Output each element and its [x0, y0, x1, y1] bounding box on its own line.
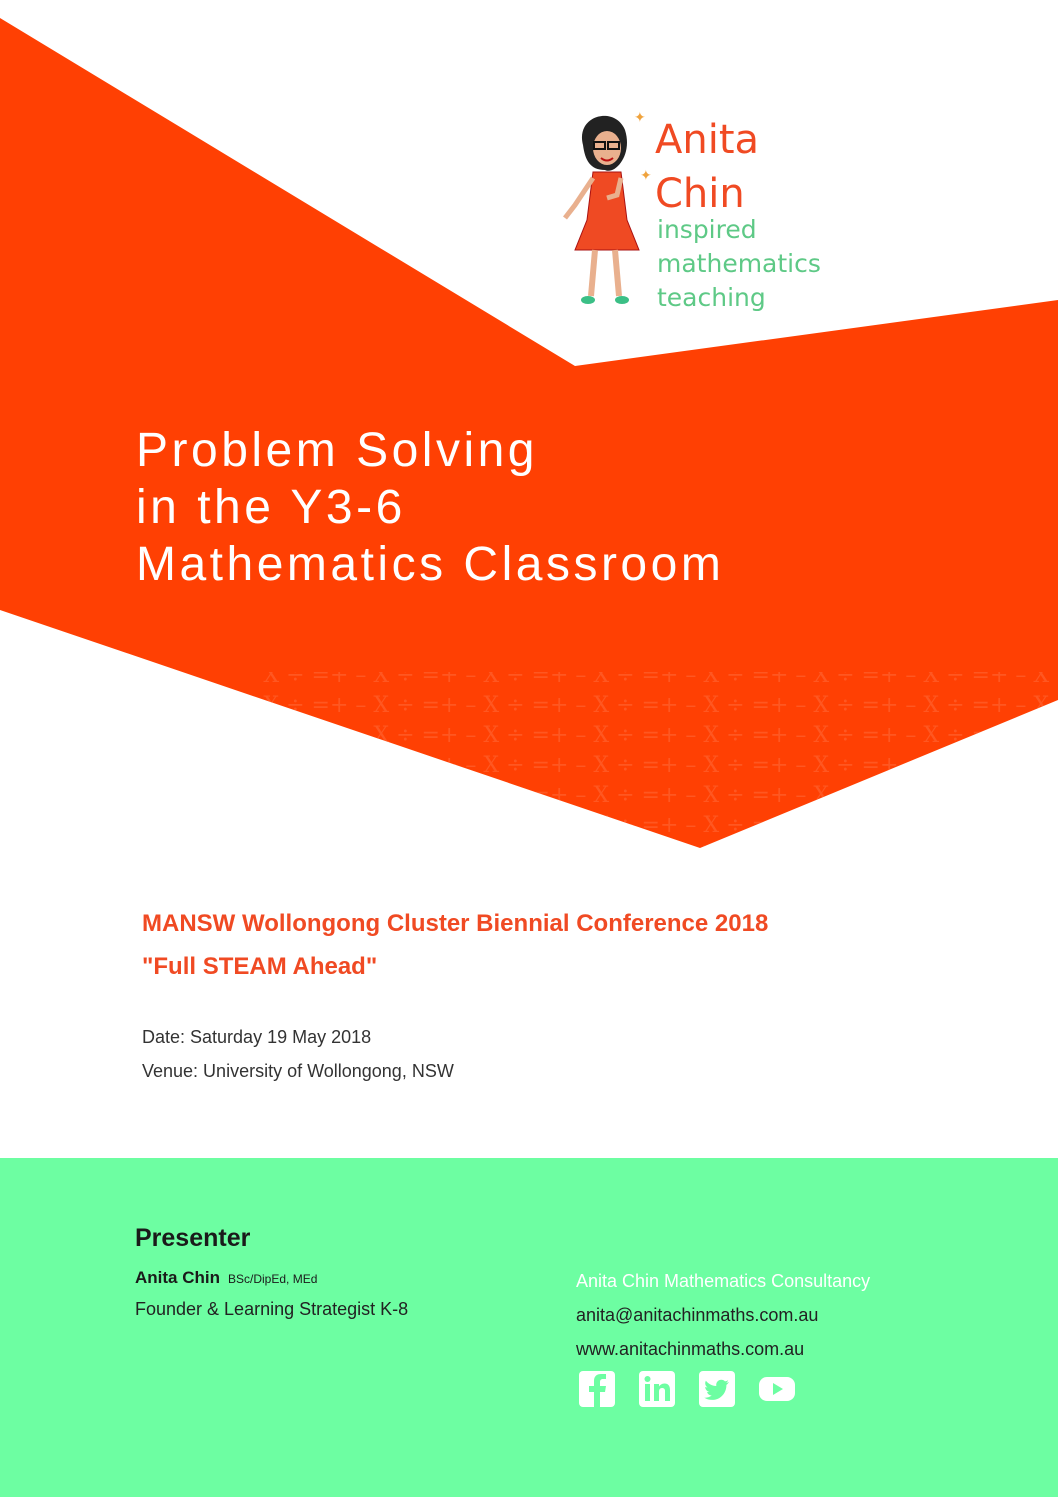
social-links	[578, 1370, 796, 1408]
conference-theme: "Full STEAM Ahead"	[142, 953, 378, 980]
contact-website[interactable]: www.anitachinmaths.com.au	[576, 1339, 805, 1359]
youtube-icon[interactable]	[758, 1370, 796, 1408]
title-line3: Mathematics Classroom	[136, 538, 725, 591]
contact-block	[576, 1264, 870, 1366]
presenter-role: Founder & Learning Strategist K-8	[135, 1299, 409, 1319]
linkedin-icon[interactable]	[638, 1370, 676, 1408]
anita-chin-logo	[555, 100, 821, 325]
event-details	[142, 1020, 454, 1088]
conference-info	[142, 902, 768, 988]
conference-name: MANSW Wollongong Cluster Biennial Conference 2018	[142, 910, 769, 937]
event-venue: Venue: University of Wollongong, NSW	[142, 1061, 454, 1081]
logo-tagline-line2: mathematics	[657, 249, 821, 278]
event-date: Date: Saturday 19 May 2018	[142, 1027, 372, 1047]
svg-text:✦: ✦	[634, 109, 646, 125]
logo-tagline-line1: inspired	[657, 215, 757, 244]
presenter-name: Anita Chin	[135, 1268, 220, 1287]
logo-tagline-line3: teaching	[657, 283, 766, 312]
title-line1: Problem Solving	[136, 424, 538, 477]
title-line2: in the Y3-6	[136, 481, 406, 534]
presenter-heading: Presenter	[135, 1224, 251, 1252]
presenter-name-line	[135, 1268, 317, 1288]
document-title	[136, 422, 724, 593]
presenter-credentials: BSc/DipEd, MEd	[228, 1272, 318, 1286]
logo-name-line2: Chin	[655, 171, 745, 217]
svg-text:✦: ✦	[640, 167, 652, 183]
footer-panel	[0, 1158, 1058, 1497]
twitter-icon[interactable]	[698, 1370, 736, 1408]
facebook-icon[interactable]	[578, 1370, 616, 1408]
logo-name-line1: Anita	[655, 117, 760, 163]
character-illustration	[555, 100, 655, 320]
contact-email[interactable]: anita@anitachinmaths.com.au	[576, 1305, 819, 1325]
company-name: Anita Chin Mathematics Consultancy	[576, 1271, 871, 1291]
